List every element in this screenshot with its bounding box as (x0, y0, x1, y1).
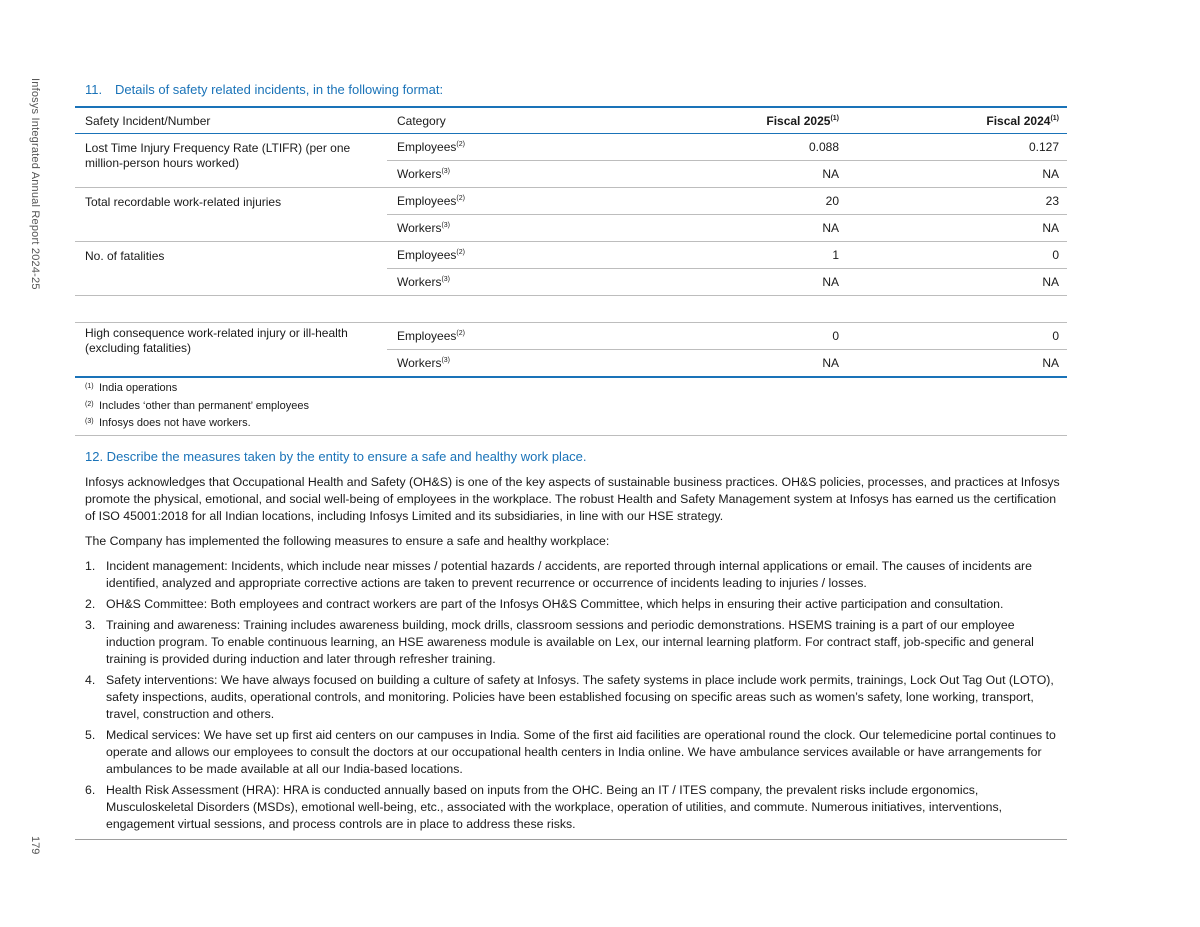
category-cell: Employees$^{(2)}$ (387, 134, 727, 161)
category-cell: Workers$^{(3)}$ (387, 215, 727, 242)
table-header-row (75, 107, 1067, 134)
incident-label: Total recordable work-related injuries (75, 188, 387, 242)
intro-paragraph: Infosys acknowledges that Occupational Health and Safety (OH&S) is one of the key aspects of sustainable business practices. OH&S policies, processes, and practices at Infosys promote the physical, emotional, and social well-being of employees in the workplace. The robust Health and Safety Management system at Infosys has earned us the certification of ISO 45001:2018 for all Indian locations, including Infosys Limited and its subsidiaries, in line with our HSE strategy. (85, 474, 1060, 523)
list-item: 5. Medical services: We have set up first aid centers on our campuses in India. Some of the first aid facilities are operational round the clock. Our telemedicine portal continues to operate and allows our employees to consult the doctors at our occupational health centers in India online. We have ambulance services available or have arrangements for ambulances to be made available at all our India-based locations. (85, 727, 1056, 776)
fy2025-cell: NA (727, 350, 847, 378)
fy2025-cell: 1 (727, 242, 847, 269)
section-11-heading (85, 80, 1067, 100)
fy2025-cell: NA (727, 215, 847, 242)
category-cell: Employees$^{(2)}$ (387, 188, 727, 215)
fy2025-cell: 0.088 (727, 134, 847, 161)
category-cell: Workers$^{(3)}$ (387, 269, 727, 296)
fy2024-cell: NA (847, 215, 1067, 242)
list-item: 3. Training and awareness: Training includes awareness building, mock drills, classroom sessions and periodic demonstrations. HSEMS training is a part of our employee induction program. To enable continuous learning, an HSE awareness module is available on Lex, our internal learning platform. For contract staff, job-specific and general training is provided during induction and later through refresher training. (85, 617, 1034, 666)
fy2024-cell: 0 (847, 242, 1067, 269)
page-number: 179 (29, 836, 41, 855)
fy2025-cell: NA (727, 269, 847, 296)
section-12-heading: 12. Describe the measures taken by the entity to ensure a safe and healthy work place. (85, 448, 587, 464)
incident-label: High consequence work-related injury or ill-health (excluding fatalities) (75, 323, 387, 378)
lead-paragraph: The Company has implemented the following measures to ensure a safe and healthy workplace: (85, 533, 610, 548)
incident-label: No. of fatalities (75, 242, 387, 296)
fy2024-cell: 0.127 (847, 134, 1067, 161)
category-cell: Workers$^{(3)}$ (387, 350, 727, 378)
header-fiscal-2024: Fiscal 2024$^{(1)}$ (847, 107, 1067, 134)
category-cell: Employees$^{(2)}$ (387, 242, 727, 269)
header-incident: Safety Incident/Number (75, 107, 387, 134)
header-fiscal-2025: Fiscal 2025$^{(1)}$ (727, 107, 847, 134)
measures-list (75, 558, 1067, 833)
fy2025-cell: 20 (727, 188, 847, 215)
fy2024-cell: NA (847, 161, 1067, 188)
fy2024-cell: NA (847, 269, 1067, 296)
bottom-divider (75, 839, 1067, 840)
fy2024-cell: 23 (847, 188, 1067, 215)
fy2025-cell: 0 (727, 323, 847, 350)
header-category: Category (387, 107, 727, 134)
category-cell: Workers$^{(3)}$ (387, 161, 727, 188)
list-item: 6. Health Risk Assessment (HRA): HRA is conducted annually based on inputs from the OHC. Being an IT / ITES company, the prevalent risks include ergonomics, Musculoskeletal Disorders (MSDs), emotional well-being, etc., associated with the workplace, operation of utilities, and commute. Numerous initiatives, interventions, engagement virtual sessions, and process controls are in place to address these risks. (85, 782, 1003, 831)
section-11-number: 11. (85, 82, 103, 97)
table-footnotes (75, 378, 1067, 436)
fy2024-cell: NA (847, 350, 1067, 378)
category-cell: Employees$^{(2)}$ (387, 323, 727, 350)
section-11-title: Details of safety related incidents, in the following format: (115, 82, 444, 97)
footnote: (2) Includes ‘other than permanent’ employees (85, 399, 309, 412)
fy2024-cell: 0 (847, 323, 1067, 350)
table-row (75, 242, 1067, 269)
list-item: 1. Incident management: Incidents, which include near misses / potential hazards / accidents, are reported through internal applications or email. The causes of incidents are identified, analyzed and appropriate corrective actions are taken to prevent recurrence or occurrence of incidents leading to injuries / losses. (85, 558, 1032, 590)
footnote: (3) Infosys does not have workers. (85, 417, 251, 429)
page-content (75, 80, 1067, 840)
table-row (75, 134, 1067, 161)
footnote: (1) India operations (85, 382, 178, 394)
list-item: 2. OH&S Committee: Both employees and contract workers are part of the Infosys OH&S Committee, which helps in ensuring their active participation and consultation. (85, 596, 1004, 611)
safety-incidents-table (75, 106, 1067, 378)
table-row (75, 323, 1067, 350)
table-spacer-row (75, 296, 1067, 323)
table-row (75, 188, 1067, 215)
report-title: Infosys Integrated Annual Report 2024-25 (29, 78, 41, 290)
list-item: 4. Safety interventions: We have always focused on building a culture of safety at Infosys. The safety systems in place include work permits, trainings, Lock Out Tag Out (LOTO), safety inspections, audits, operational controls, and monitoring. Policies have been established focusing on specific areas such as women’s safety, lone working, transport, travel, construction and others. (85, 672, 1054, 721)
fy2025-cell: NA (727, 161, 847, 188)
incident-label: Lost Time Injury Frequency Rate (LTIFR) (per one million-person hours worked) (75, 134, 387, 188)
